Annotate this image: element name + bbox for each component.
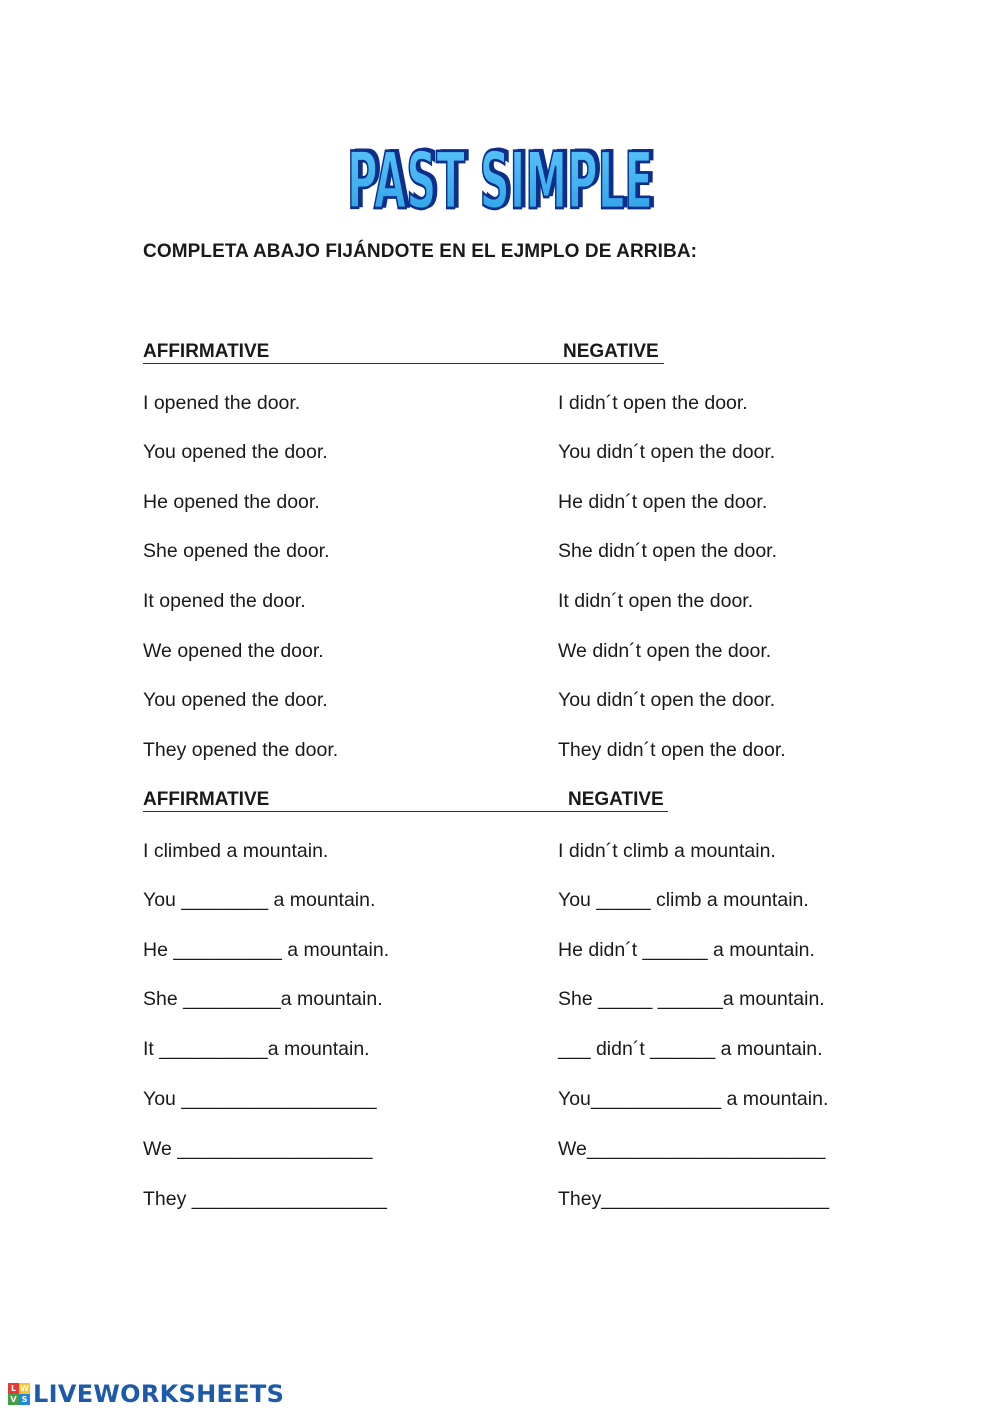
affirmative-header: AFFIRMATIVE — [143, 789, 270, 810]
negative-sentence: It didn´t open the door. — [558, 590, 754, 612]
negative-blank-sentence: She _____ ______a mountain. — [558, 988, 825, 1010]
logo-cell-icon: V — [8, 1394, 19, 1405]
affirmative-blank-sentence: They __________________ — [143, 1188, 387, 1210]
negative-sentence: He didn´t open the door. — [558, 491, 768, 513]
negative-sentence: I didn´t open the door. — [558, 392, 748, 414]
logo-cell-icon: W — [20, 1384, 29, 1393]
negative-blank-sentence: You____________ a mountain. — [558, 1088, 829, 1110]
liveworksheets-brand[interactable] — [8, 1380, 284, 1408]
affirmative-sentence: I opened the door. — [143, 392, 301, 414]
logo-cell-icon: S — [19, 1394, 30, 1405]
affirmative-sentence: She opened the door. — [143, 540, 330, 562]
affirmative-sentence: It opened the door. — [143, 590, 306, 612]
negative-sentence: You didn´t open the door. — [558, 441, 776, 463]
header-underline — [143, 811, 668, 812]
instruction-text: COMPLETA ABAJO FIJÁNDOTE EN EL EJMPLO DE ARRIBA: — [143, 241, 698, 262]
negative-blank-sentence: You _____ climb a mountain. — [558, 889, 809, 911]
affirmative-sentence: You opened the door. — [143, 689, 328, 711]
negative-sentence: I didn´t climb a mountain. — [558, 840, 776, 862]
negative-sentence: We didn´t open the door. — [558, 640, 772, 662]
affirmative-blank-sentence: It __________a mountain. — [143, 1038, 370, 1060]
negative-sentence: She didn´t open the door. — [558, 540, 778, 562]
liveworksheets-wordmark: LIVEWORKSHEETS — [33, 1380, 285, 1408]
negative-blank-sentence: ___ didn´t ______ a mountain. — [558, 1038, 823, 1060]
affirmative-blank-sentence: He __________ a mountain. — [143, 939, 390, 961]
affirmative-blank-sentence: You ________ a mountain. — [143, 889, 376, 911]
affirmative-header: AFFIRMATIVE — [143, 341, 270, 362]
affirmative-blank-sentence: You __________________ — [143, 1088, 377, 1110]
negative-blank-sentence: He didn´t ______ a mountain. — [558, 939, 815, 961]
title-text: PAST SIMPLE — [346, 134, 653, 222]
negative-sentence: You didn´t open the door. — [558, 689, 776, 711]
negative-sentence: They didn´t open the door. — [558, 739, 786, 761]
affirmative-sentence: I climbed a mountain. — [143, 840, 329, 862]
past-simple-title-art — [336, 110, 666, 222]
affirmative-sentence: We opened the door. — [143, 640, 324, 662]
logo-cell-icon: L — [8, 1383, 19, 1394]
affirmative-sentence: They opened the door. — [143, 739, 339, 761]
liveworksheets-logo-icon — [8, 1383, 30, 1405]
negative-header: NEGATIVE — [563, 341, 659, 362]
negative-header: NEGATIVE — [568, 789, 664, 810]
affirmative-blank-sentence: She _________a mountain. — [143, 988, 383, 1010]
affirmative-sentence: You opened the door. — [143, 441, 328, 463]
negative-blank-sentence: They_____________________ — [558, 1188, 830, 1210]
affirmative-sentence: He opened the door. — [143, 491, 320, 513]
title-shadow: PAST SIMPLE — [350, 135, 657, 222]
header-underline — [143, 363, 664, 364]
negative-blank-sentence: We______________________ — [558, 1138, 826, 1160]
affirmative-blank-sentence: We __________________ — [143, 1138, 373, 1160]
